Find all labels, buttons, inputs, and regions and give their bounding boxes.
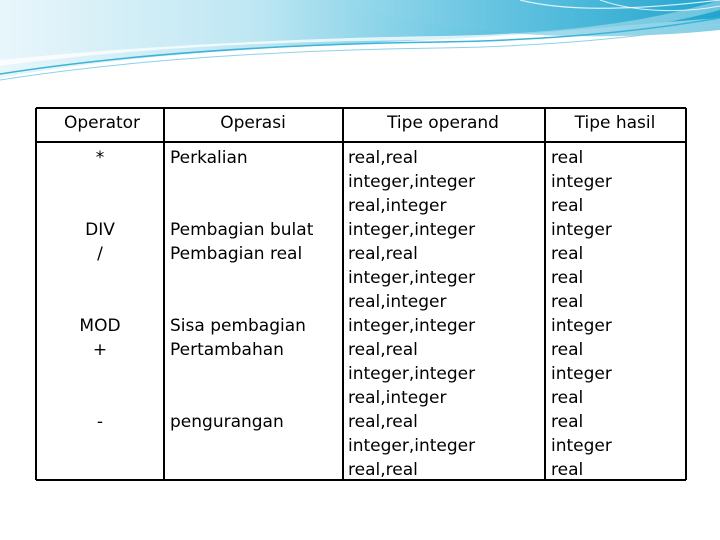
operator-cell: + — [92, 340, 108, 360]
tipe-operand-line: integer,integer — [348, 268, 476, 288]
tipe-operand-line: integer,integer — [348, 172, 476, 192]
tipe-hasil-line: real — [551, 340, 584, 360]
tipe-hasil-line: real — [551, 268, 584, 288]
tipe-operand-line: integer,integer — [348, 220, 476, 240]
tipe-operand-line: real,real — [348, 412, 418, 432]
tipe-operand-line: integer,integer — [348, 364, 476, 384]
tipe-operand-line: real,real — [348, 460, 418, 480]
tipe-operand-line: real,integer — [348, 388, 447, 408]
tipe-hasil-line: integer — [551, 172, 612, 192]
tipe-hasil-line: real — [551, 460, 584, 480]
operasi-cell: Sisa pembagian — [170, 316, 306, 336]
operator-cell: DIV — [85, 220, 115, 240]
tipe-hasil-line: integer — [551, 316, 612, 336]
tipe-operand-line: real,integer — [348, 292, 447, 312]
tipe-hasil-line: real — [551, 244, 584, 264]
tipe-hasil-line: real — [551, 388, 584, 408]
tipe-operand-line: integer,integer — [348, 316, 476, 336]
header-tipe-operand: Tipe operand — [387, 113, 499, 133]
tipe-hasil-line: real — [551, 412, 584, 432]
tipe-operand-line: real,real — [348, 340, 418, 360]
operasi-cell: Pembagian real — [170, 244, 303, 264]
operator-cell: MOD — [79, 316, 121, 336]
operasi-cell: pengurangan — [170, 412, 284, 432]
tipe-operand-line: real,real — [348, 148, 418, 168]
tipe-operand-line: real,integer — [348, 196, 447, 216]
tipe-operand-line: real,real — [348, 244, 418, 264]
operator-cell: / — [97, 244, 103, 264]
tipe-hasil-line: integer — [551, 220, 612, 240]
header-operator: Operator — [63, 113, 141, 133]
header-tipe-hasil: Tipe hasil — [574, 113, 656, 133]
operasi-cell: Pembagian bulat — [170, 220, 314, 240]
tipe-operand-line: integer,integer — [348, 436, 476, 456]
operasi-cell: Perkalian — [170, 148, 248, 168]
tipe-hasil-line: integer — [551, 436, 612, 456]
tipe-hasil-line: integer — [551, 364, 612, 384]
tipe-hasil-line: real — [551, 196, 584, 216]
operasi-cell: Pertambahan — [170, 340, 284, 360]
header-operasi: Operasi — [220, 113, 286, 133]
tipe-hasil-line: real — [551, 148, 584, 168]
operator-cell: - — [96, 412, 104, 432]
operator-cell: * — [95, 148, 105, 168]
tipe-hasil-line: real — [551, 292, 584, 312]
